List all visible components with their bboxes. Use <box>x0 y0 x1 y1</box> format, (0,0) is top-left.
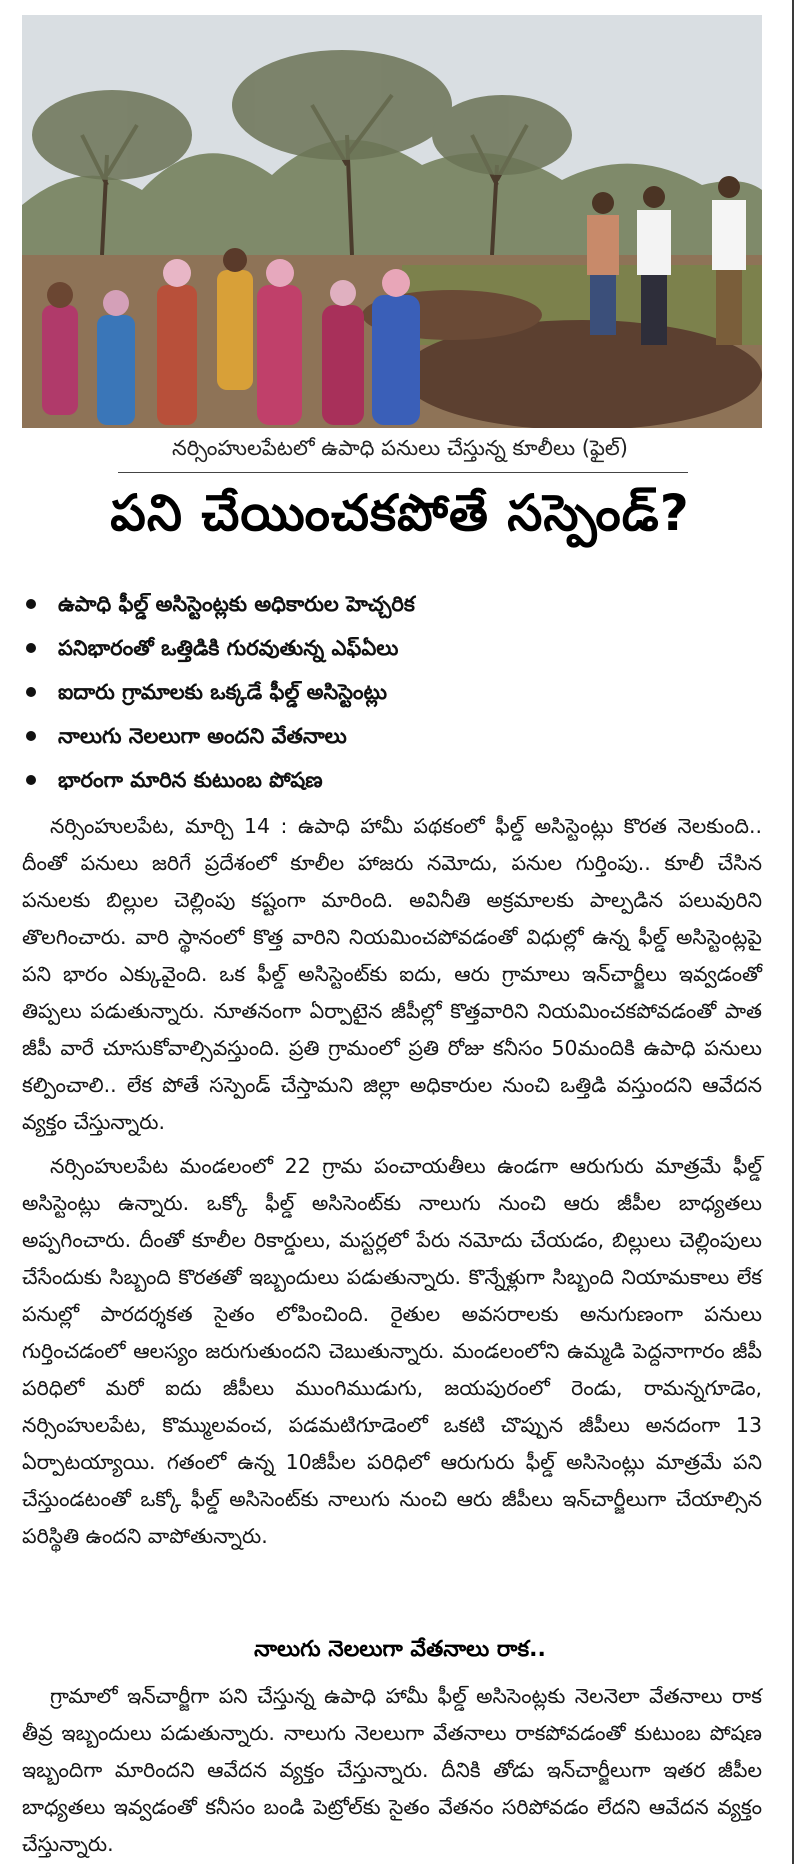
highlight-text: ఐదారు గ్రామాలకు ఒక్కడే ఫీల్డ్ అసిస్టెంట్లు <box>58 680 388 704</box>
highlight-item <box>20 670 760 714</box>
highlights-list <box>20 582 760 802</box>
bullet-icon <box>26 643 36 653</box>
highlight-item <box>20 758 760 802</box>
caption-underline <box>118 472 688 473</box>
bullet-icon <box>26 775 36 785</box>
bullet-icon <box>26 687 36 697</box>
column-rule <box>792 0 794 1864</box>
article-paragraph: నర్సింహులపేట, మార్చి 14 : ఉపాధి హామీ పథకంలో ఫీల్డ్ అసిస్టెంట్లు కొరత నెలకుంది.. దీంతో పనులు జరిగే ప్రదేశంలో కూలీల హాజరు నమోదు, పనుల గుర్తింపు.. కూలీ చేసిన పనులకు బిల్లుల చెల్లింపు కష్టంగా మారింది. అవినీతి అక్రమాలకు పాల్పడిన పలువురిని తొలగించారు. వారి స్థానంలో కొత్త వారిని నియమించపోవడంతో విధుల్లో ఉన్న ఫీల్డ్ అసిస్టెంట్లపై పని భారం ఎక్కువైంది. ఒక ఫీల్డ్ అసిస్టెంట్‌కు ఐదు, ఆరు గ్రామాలు ఇన్‌చార్జీలు ఇవ్వడంతో తిప్పలు పడుతున్నారు. నూతనంగా ఏర్పాటైన జీపీల్లో కొత్తవారిని నియమించకపోవడంతో పాత జీపీ వారే చూసుకోవాల్సివస్తుంది. ప్రతి గ్రామంలో ప్రతి రోజు కనీసం 50మందికి ఉపాధి పనులు కల్పించాలి.. లేక పోతే సస్పెండ్ చేస్తామని జిల్లా అధికారుల నుంచి ఒత్తిడి వస్తుందని ఆవేదన వ్యక్తం చేస్తున్నారు. <box>22 814 762 1134</box>
photo-caption: నర్సింహులపేటలో ఉపాధి పనులు చేస్తున్న కూలీలు (ఫైల్) <box>172 436 628 460</box>
highlight-text: పనిభారంతో ఒత్తిడికి గురవుతున్న ఎఫ్ఏలు <box>58 636 399 660</box>
highlight-text: ఉపాధి ఫీల్డ్ అసిస్టెంట్లకు అధికారుల హెచ్చరిక <box>58 592 415 616</box>
article-paragraph: గ్రామాలో ఇన్‌చార్జీగా పని చేస్తున్న ఉపాధి హామీ ఫీల్డ్ అసిసెంట్లకు నెలనెలా వేతనాలు రాక తీవ్ర ఇబ్బందులు పడుతున్నారు. నాలుగు నెలలుగా వేతనాలు రాకపోవడంతో కుటుంబ పోషణ ఇబ్బందిగా మారిందని ఆవేదన వ్యక్తం చేస్తున్నారు. దీనికి తోడు ఇన్‌చార్జీలుగా ఇతర జీపీల బాధ్యతలు ఇవ్వడంతో కనీసం బండి పెట్రోల్‌కు సైతం వేతనం సరిపోవడం లేదని ఆవేదన వ్యక్తం చేస్తున్నారు. <box>22 1684 762 1856</box>
bullet-icon <box>26 599 36 609</box>
highlight-text: నాలుగు నెలలుగా అందని వేతనాలు <box>58 724 347 748</box>
subheading: నాలుగు నెలలుగా వేతనాలు రాక.. <box>254 1637 546 1662</box>
highlight-text: భారంగా మారిన కుటుంబ పోషణ <box>58 768 323 792</box>
article-paragraph: నర్సింహులపేట మండలంలో 22 గ్రామ పంచాయతీలు ఉండగా ఆరుగురు మాత్రమే ఫీల్డ్ అసిస్టెంట్లు ఉన్నారు. ఒక్కో ఫీల్డ్ అసిసెంట్‌కు నాలుగు నుంచి ఆరు జీపీల బాధ్యతలు అప్పగించారు. దీంతో కూలీల రికార్డులు, మస్టర్లలో పేరు నమోదు చేయడం, బిల్లులు చెల్లింపులు చేసేందుకు సిబ్బంది కొరతతో ఇబ్బందులు పడుతున్నారు. కొన్నేళ్లుగా సిబ్బంది నియామకాలు లేక పనుల్లో పారదర్శకత సైతం లోపించింది. రైతుల అవసరాలకు అనుగుణంగా పనులు గుర్తించడంలో ఆలస్యం జరుగుతుందని చెబుతున్నారు. మండలంలోని ఉమ్మడి పెద్దనాగారం జీపీ పరిధిలో మరో ఐదు జీపీలు ముంగిముడుగు, జయపురంలో రెండు, రామన్నగూడెం, నర్సింహులపేట, కొమ్ములవంచ, పడమటిగూడెంలో ఒకటి చొప్పున జీపీలు అనదంగా 13 ఏర్పాటయ్యాయి. గతంలో ఉన్న 10జీపీల పరిధిలో ఆరుగురు ఫీల్డ్ అసిసెంట్లు మాత్రమే పని చేస్తుండటంతో ఒక్కో ఫీల్డ్ అసిసెంట్‌కు నాలుగు నుంచి ఆరు జీపీలు ఇన్‌చార్జీలుగా చేయాల్సిన పరిస్థితి ఉందని వాపోతున్నారు. <box>22 1154 762 1548</box>
highlight-item <box>20 626 760 670</box>
highlight-item <box>20 714 760 758</box>
headline: పని చేయించకపోతే సస్పెండ్? <box>110 484 690 542</box>
highlight-item <box>20 582 760 626</box>
bullet-icon <box>26 731 36 741</box>
news-photo <box>22 15 762 428</box>
